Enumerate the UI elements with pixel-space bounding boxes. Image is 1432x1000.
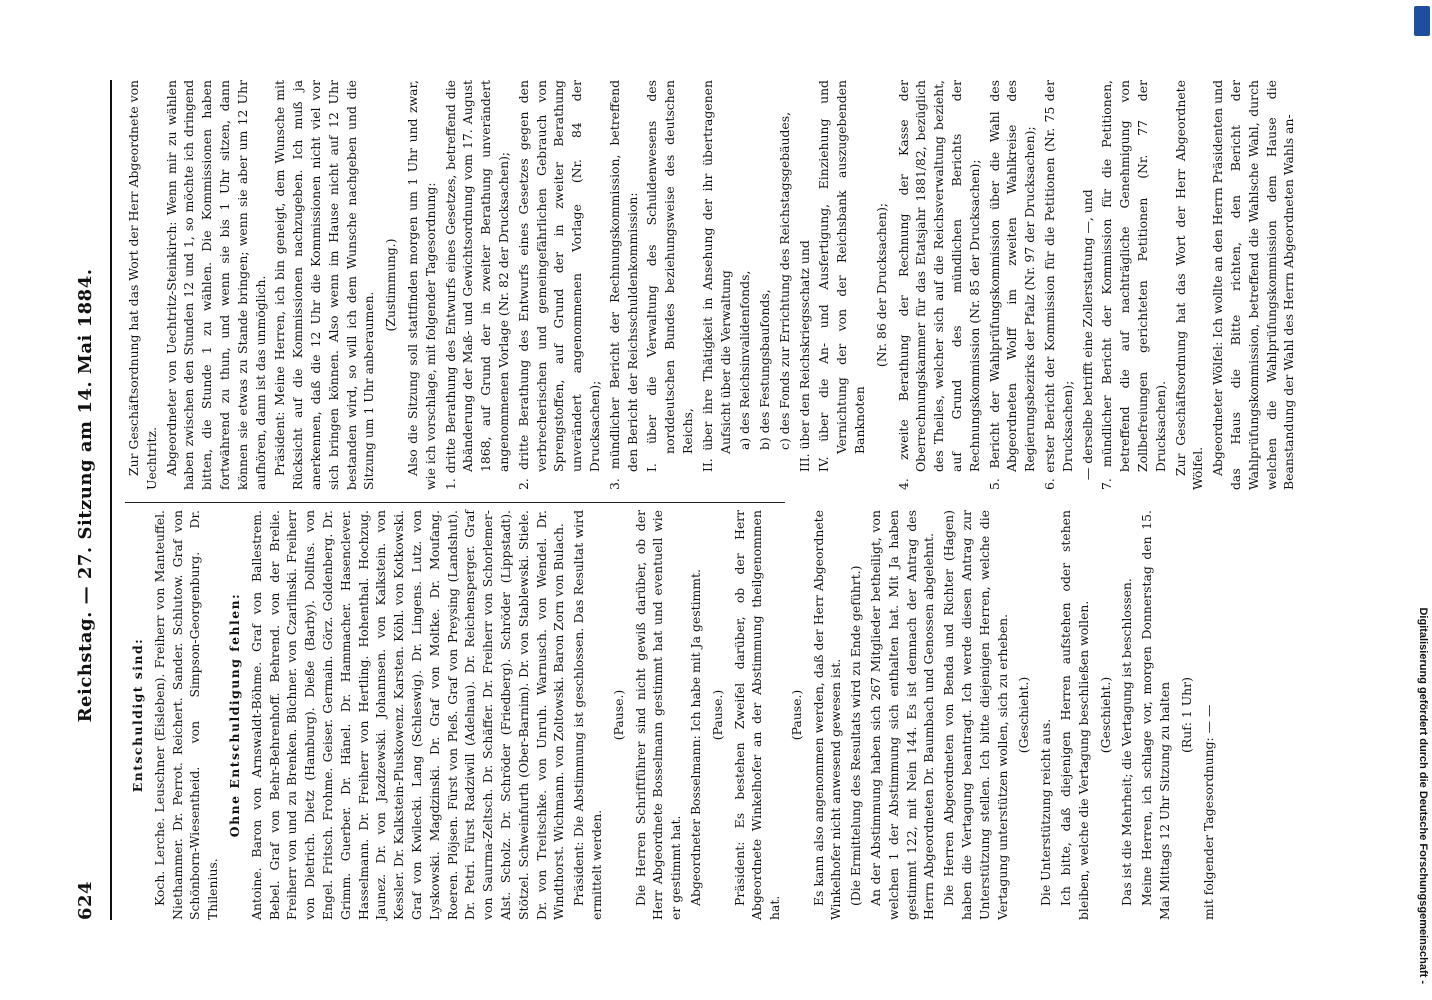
agenda-item: 3. mündlicher Bericht der Rechnungskommission, betreffend den Bericht der Reichsschuldenkommission:: [606, 80, 640, 490]
paragraph: Die Herren Abgeordneten von Benda und Richter (Hagen) haben die Vertagung beantragt. Ich werde diesen Antrag zur Unterstützung stellen. Ich bitte diejenigen Herren, welche die Vertagung unterstützen wollen, sich zu erheben.: [941, 510, 1010, 920]
header-rule: [110, 80, 112, 920]
paragraph: An der Abstimmung haben sich 267 Mitglieder betheiligt, von welchen 1 der Abstimmung sich enthalten hat. Mit Ja haben gestimmt 122, mit Nein 144. Es ist demnach der Antrag des Herrn Abgeordneten Dr. Baumbach und Genossen abgelehnt.: [868, 510, 937, 920]
agenda-item: 2. dritte Berathung des Entwurfs eines Gesetzes gegen den verbrecherischen und gemeingefährlichen Gebrauch von Sprengstoffen, auf Grund der in zweiter Berathung unverändert angenommenen Vorlage (Nr. 84 der Drucksachen);: [515, 80, 602, 490]
paragraph: Zur Geschäftsordnung hat das Wort der Herr Abgeordnete von Uechtritz.: [126, 79, 159, 490]
agenda-item: 5. Bericht der Wahlprüfungskommission über die Wahl des Abgeordneten Wolff im zweiten Wahlkreise des Regierungsbezirks der Pfalz (Nr. 97 der Drucksachen);: [986, 80, 1038, 490]
agenda-subitem: III. über den Reichskriegsschatz und: [796, 240, 812, 472]
paragraph: Abgeordneter von Uechtritz-Steinkirch: Wenn mir zu wählen haben zwischen den Stunden 12 und 1, so möchte ich dringend bitten, die Stunde 1 zu wählen. Die Kommissionen haben fortwährend zu thun, und wenn sie bis 1 Uhr sitzen, dann können sie etwas zu Stande bringen; wenn sie aber um 12 Uhr aufhören, dann ist das unmöglich.: [163, 80, 268, 490]
digitization-footer: [1413, 0, 1432, 1000]
column-divider: [125, 502, 785, 503]
dfg-logo: [1414, 6, 1430, 36]
agenda-note: — derselbe betrifft eine Zollerstattung —, und: [1079, 189, 1095, 480]
agenda-item: 6. erster Bericht der Kommission für die Petitionen (Nr. 75 der Drucksachen);: [1042, 80, 1075, 490]
agenda-subitem: I. über die Verwaltung des Schuldenwesens des norddeutschen Bundes beziehungsweise des deutschen Reichs,: [644, 80, 695, 472]
paragraph: Abgeordneter Wölfel: Ich wollte an den Herrn Präsidenten und das Haus die Bitte richten, den Bericht der Wahlprüfungskommission, betreffend die Wahlsche Wahl, durch welchen die Wahlprüfungskommission dem Hause die Beanstandung der Wahl des Herrn Abgeordneten Wahls an-: [1210, 80, 1297, 490]
paragraph: Meine Herren, ich schlage vor, morgen Donnerstag den 15. Mai Mittags 12 Uhr Sitzung zu halten: [1139, 510, 1173, 920]
paragraph: Ich bitte, daß diejenigen Herren aufstehen oder stehen bleiben, welche die Vertagung beschließen wollen.: [1058, 510, 1091, 920]
excused-list: Koch. Lerche. Leuschner (Eisleben). Freiherr von Manteuffel. Niethammer. Dr. Perrot. Reichert. Sander. Schlutow. Graf von Schönborn-Wiesentheid. von Simpson-Georgenburg. Dr. Thilenius.: [151, 510, 221, 920]
paragraph: Präsident: Die Abstimmung ist geschlossen. Das Resultat wird ermittelt werden.: [571, 510, 604, 920]
paragraph: Abgeordneter Bosselmann: Ich habe mit Ja gestimmt.: [687, 569, 703, 906]
stage-direction: (Ruf: 1 Uhr): [1178, 677, 1194, 753]
stage-direction: (Geschieht.): [1016, 676, 1032, 754]
absent-list: Antoine. Baron von Arnswaldt-Böhme. Graf von Ballestrem. Bebel. Graf von Behr-Behrenhoff. Behrend. von der Brelie. Freiherr von und zu Brenken. Büchner. von Czarlinski. Freiherr von Dietrich. Dietz (Hamburg). Dieße (Barby). Dollfus. von Engel. Fritsch. Frohme. Geiser. Germain. Görz. Goldenberg. Dr. Grimm. Guerber. Dr. Hänel. Dr. Hammacher. Hasenclever. Hasselmann. Dr. Freiherr von Hertling. Hohenthal. Hochzug. Jaunez. Dr. von Jazdzewski. Johannsen. von Kalkstein. von Kessler. Dr. Kalkstein-Pluskowenz. Karsten. Köhl. von Kotkowski. Graf von Kwilecki. Lang (Schleswig). Dr. Lingens. Lutz. von Lyskowski. Magdzinski. Dr. Graf von Moltke. Dr. Moufang. Roeren. Plöjsen. Fürst von Pleß. Graf von Preysing (Landshut). Dr. Petri. Fürst Radziwill (Adelnau). Dr. Reichensperger. Graf von Saurma-Zeltsch. Dr. Schäffer. Dr. Freiherr von Schorlemer-Alst. Scholz. Dr. Schröder (Friedberg). Schröder (Lippstadt). Stötzel. Schweinfurth (Ober-Barnim). Dr. von Stablewski. Stiele. Dr. von Treitschke. von Unruh. Warnusch. von Wendel. Dr. Windthorst. Wichmann. von Zoltowski. Baron Zorn von Bulach.: [248, 510, 567, 920]
paragraph: Die Unterstützung reicht aus.: [1038, 718, 1054, 906]
agenda-item: 4. zweite Berathung der Rechnung der Kasse der Oberrechnungskammer für das Etatsjahr 1881/82, bezüglich des Theiles, welcher sich auf die Reichsverwaltung bezieht, auf Grund des mündlichen Berichts der Rechnungskommission (Nr. 85 der Drucksachen);: [895, 80, 982, 490]
paragraph: Präsident: Meine Herren, ich bin geneigt, dem Wunsche mit Rücksicht auf die Kommissionen nachzugeben. Ich muß ja anerkennen, daß die 12 Uhr die Kommissionen nicht viel vor sich bringen können. Also wenn im Hause nicht auf 12 Uhr bestanden wird, so will ich dem Wunsche nachgeben und die Sitzung um 1 Uhr anberaumen.: [272, 80, 377, 490]
agenda-item: 1. dritte Berathung des Entwurfs eines Gesetzes, betreffend die Abänderung der Maß- und Gewichtsordnung vom 17. August 1868, auf Grund der in zweiter Berathung unverändert angenommenen Vorlage (Nr. 82 der Drucksachen);: [442, 80, 511, 490]
right-column: [125, 80, 1300, 490]
agenda-subitem: IV. über die An- und Ausfertigung, Einziehung und Vernichtung der von der Reichsbank auszugebenden Banknoten: [816, 80, 868, 472]
agenda-reference: (Nr. 86 der Drucksachen);: [873, 202, 889, 368]
stage-direction: (Zustimmung.): [383, 238, 399, 332]
paragraph: Das ist die Mehrheit; die Vertagung ist beschlossen.: [1119, 578, 1135, 906]
stage-direction: (Pause.): [610, 689, 626, 741]
paragraph: Es kann also angenommen werden, daß der Herr Abgeordnete Winkelhofer nicht anwesend gewesen ist.: [810, 510, 844, 920]
absent-heading: Ohne Entschuldigung fehlen:: [226, 592, 242, 838]
page-header: [70, 80, 100, 920]
paragraph: Die Herren Schriftführer sind nicht gewiß darüber, ob der Herr Abgeordnete Bosselmann gestimmt hat und eventuell wie er gestimmt hat.: [632, 510, 684, 920]
paragraph: mit folgender Tagesordnung: — —: [1200, 704, 1216, 920]
stage-direction: (Pause.): [709, 689, 725, 741]
page-number: 624: [74, 880, 96, 920]
running-title: Reichstag. — 27. Sitzung am 14. Mai 1884.: [74, 268, 96, 723]
paragraph: Zur Geschäftsordnung hat das Wort der Herr Abgeordnete Wölfel.: [1172, 80, 1206, 490]
footer-credit: Digitalisierung gefördert durch die Deutsche Forschungsgemeinschaft -: [1417, 607, 1429, 984]
left-column: [125, 510, 1219, 920]
excused-heading: Entschuldigt sind:: [130, 637, 145, 793]
agenda-item: 7. mündlicher Bericht der Kommission für die Petitionen, betreffend die auf nachträgliche Genehmigung von Zollbefreiungen gerichteten Petitionen (Nr. 77 der Drucksachen).: [1099, 80, 1168, 490]
paragraph: (Die Ermittelung des Resultats wird zu Ende geführt.): [848, 565, 864, 906]
agenda-subitem: a) des Reichsinvalidenfonds,: [737, 270, 753, 450]
paragraph: Präsident: Es bestehen Zweifel darüber, ob der Herr Abgeordnete Winkelhofer an der Abstimmung theilgenommen hat.: [731, 510, 783, 920]
agenda-subitem: b) des Festungsbaufonds,: [757, 289, 773, 450]
agenda-subitem: II. über ihre Thätigkeit in Ansehung der ihr übertragenen Aufsicht über die Verwaltung: [699, 80, 733, 472]
stage-direction: (Geschieht.): [1097, 676, 1113, 754]
paragraph: Also die Sitzung soll stattfinden morgen um 1 Uhr und zwar, wie ich vorschlage, mit folgender Tagesordnung:: [404, 80, 438, 490]
stage-direction: (Pause.): [788, 689, 804, 741]
agenda-subitem: c) des Fonds zur Errichtung des Reichstagsgebäudes,: [776, 111, 792, 450]
